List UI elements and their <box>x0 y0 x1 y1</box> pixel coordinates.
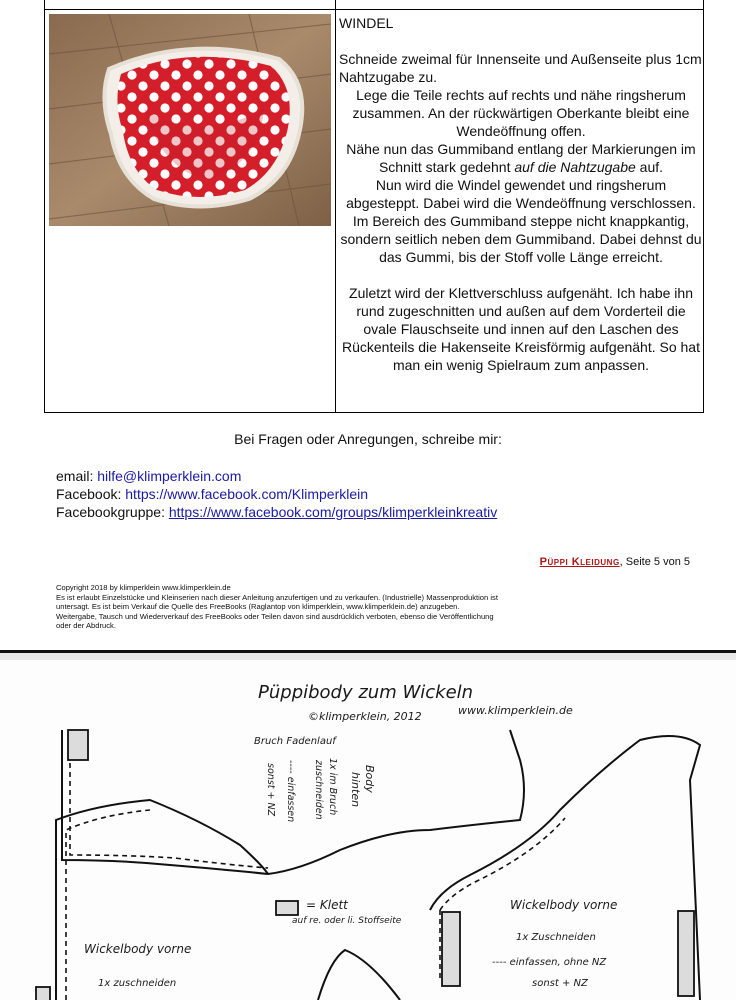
copyright-line: Weitergabe, Tausch und Wiederverkauf des FreeBooks oder Teilen davon sind ausdrücklich verboten, ebenso die Veröffentlichung <box>56 611 494 621</box>
instruction-paragraph-cutting: Schneide zweimal für Innenseite und Außenseite plus 1cm Nahtzugabe zu. <box>339 51 702 85</box>
front-left-title: Wickelbody vorne <box>84 942 192 956</box>
back-label-2: hinten <box>349 772 362 808</box>
instruction-table <box>44 0 704 413</box>
facebook-label: Facebook: <box>56 486 126 502</box>
facebook-line <box>56 485 497 503</box>
back-label-1: Body <box>363 765 376 793</box>
back-label-6: sonst + NZ <box>265 763 276 817</box>
copyright-line: oder der Abdruck. <box>56 621 116 631</box>
section-title: WINDEL <box>339 15 394 31</box>
elastic-text-post: auf. <box>635 159 664 175</box>
elastic-text-pre: Nähe nun das Gummiband entlang der Markierungen im Schnitt stark gedehnt <box>346 141 696 175</box>
instruction-paragraph-velcro: Zuletzt wird der Klettverschluss aufgenäht. Ich habe ihn rund zugeschnitten und außen auf dem Vorderteil die ovale Flauschseite und innen auf den Laschen des Rückenteils die Hakenseite Kreisförmig aufgenäht. So hat man ein wenig Spielraum zum anpassen. <box>342 285 700 373</box>
velcro-sub-label: auf re. oder li. Stoffseite <box>292 916 402 926</box>
copyright-line: untersagt. Es ist beim Verkauf die Quelle des FreeBooks (Raglantop von klimperklein, www.klimperklein.de) anzugeben. <box>56 602 460 612</box>
table-column-divider <box>335 0 336 412</box>
front-right-line-1: 1x Zuschneiden <box>516 932 596 943</box>
facebook-group-link[interactable]: https://www.facebook.com/groups/klimperkleinkreativ <box>168 504 498 520</box>
instruction-paragraph-elastic <box>339 140 703 176</box>
sewing-pattern-sheet <box>0 660 736 1000</box>
page-footer <box>540 556 690 568</box>
instruction-text <box>339 14 703 374</box>
instruction-line-1: Lege die Teile rechts auf rechts und nähe ringsherum <box>356 87 686 103</box>
front-left-line: 1x zuschneiden <box>98 978 177 989</box>
contact-intro: Bei Fragen oder Anregungen, schreibe mir: <box>234 431 502 447</box>
instruction-paragraph-topstitch: Nun wird die Windel gewendet und ringsherum abgesteppt. Dabei wird die Wendeöffnung verschlossen. Im Bereich des Gummiband steppe nicht knappkantig, sondern seitlich neben dem Gummiband. Dabei dehnst du das Gummi, bis der Stoff volle Länge erreicht. <box>340 177 702 265</box>
instruction-line-2: zusammen. An der rückwärtigen Oberkante bleibt eine <box>352 105 690 121</box>
back-fold-label: Bruch Fadenlauf <box>254 736 336 747</box>
pattern-copyright: ©klimperklein, 2012 <box>308 710 422 723</box>
instruction-line-3: Wendeöffnung offen. <box>456 123 586 139</box>
email-label: email: <box>56 468 98 484</box>
back-label-3: 1x im Bruch <box>327 758 338 816</box>
front-right-line-2: ---- einfassen, ohne NZ <box>492 957 607 968</box>
elastic-text-emphasis: auf die Nahtzugabe <box>514 159 636 175</box>
facebook-group-label: Facebookgruppe: <box>56 504 169 520</box>
email-link[interactable]: hilfe@klimperklein.com <box>97 468 242 484</box>
front-right-title: Wickelbody vorne <box>510 898 618 912</box>
back-label-4: zuschneiden <box>313 760 324 820</box>
page-number: , Seite 5 von 5 <box>619 556 690 568</box>
facebook-link[interactable]: https://www.facebook.com/Klimperklein <box>125 486 369 502</box>
contact-block <box>56 467 497 521</box>
copyright-notice <box>56 583 576 631</box>
email-line <box>56 467 497 485</box>
pattern-title: Püppibody zum Wickeln <box>258 682 474 703</box>
copyright-line: Copyright 2018 by klimperklein www.klimperklein.de <box>56 583 231 592</box>
front-right-line-3: sonst + NZ <box>532 978 588 989</box>
velcro-label: = Klett <box>306 898 348 912</box>
diaper-photo <box>49 14 331 226</box>
pattern-url: www.klimperklein.de <box>458 704 573 717</box>
facebook-group-line <box>56 503 497 521</box>
copyright-line: Es ist erlaubt Einzelstücke und Kleinserien nach dieser Anleitung anzufertigen und zu verkaufen. (Industrielle) Massenproduktion ist <box>56 592 498 602</box>
footer-brand-link[interactable]: Püppi Kleidung <box>539 556 620 568</box>
table-top-border <box>45 9 703 10</box>
back-label-5: ---- einfassen <box>285 760 296 823</box>
